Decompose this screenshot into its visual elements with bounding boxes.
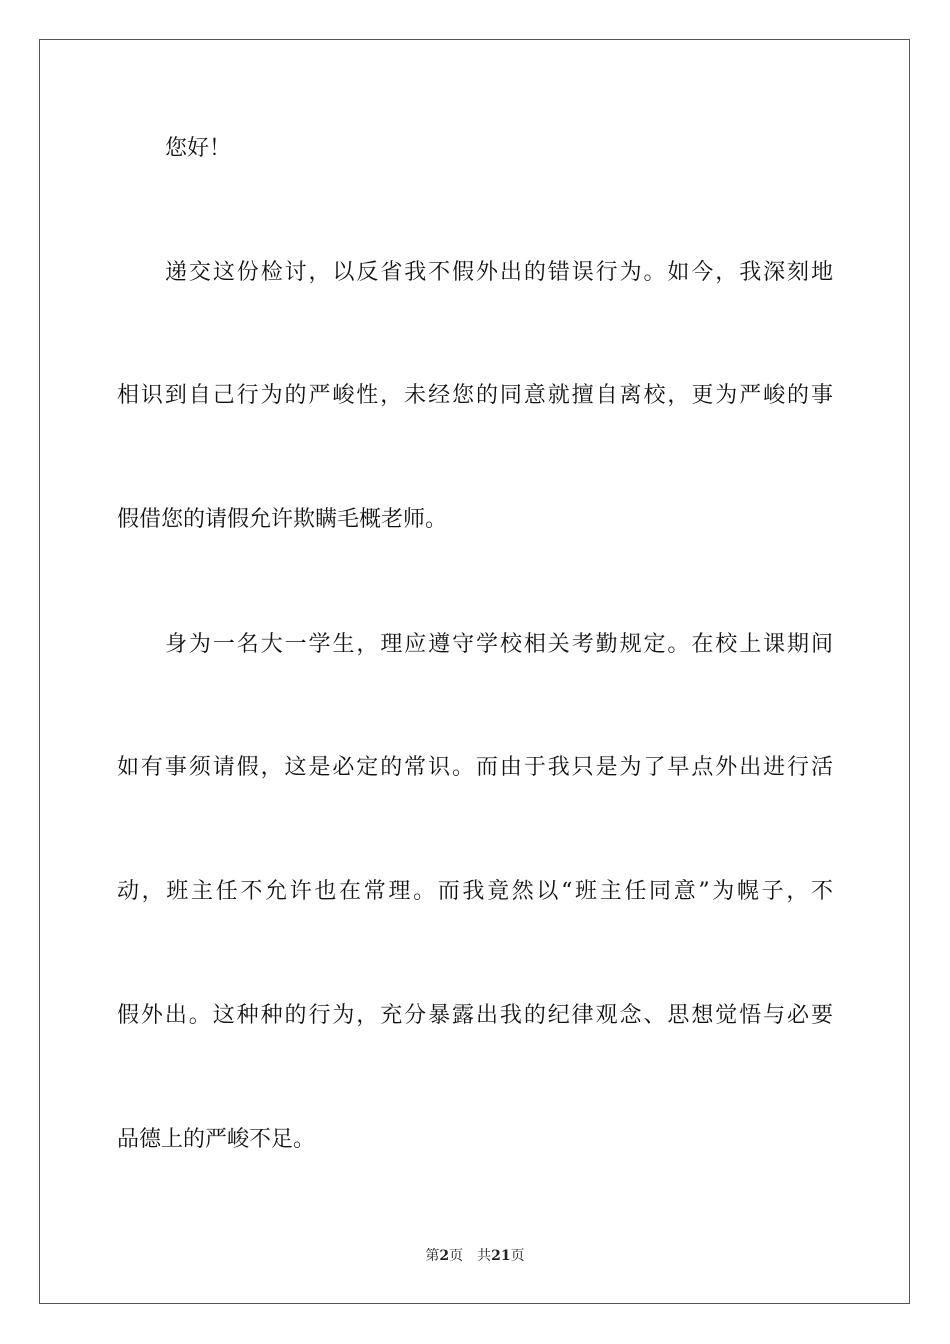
current-page-number: 2 (439, 1248, 450, 1264)
page-prefix: 第 (425, 1248, 440, 1264)
paragraph-2-line-3: 动，班主任不允许也在常理。而我竟然以“班主任同意”为幌子，不 (117, 879, 833, 904)
paragraph-1-line-3: 假借您的请假允许欺瞒毛概老师。 (117, 507, 448, 532)
page-number-footer (0, 1246, 950, 1266)
paragraph-1-line-1: 递交这份检讨，以反省我不假外出的错误行为。如今，我深刻地 (165, 260, 833, 285)
paragraph-2-line-4: 假外出。这种种的行为，充分暴露出我的纪律观念、思想觉悟与必要 (117, 1003, 833, 1028)
paragraph-2-line-2: 如有事须请假，这是必定的常识。而由于我只是为了早点外出进行活 (117, 755, 833, 780)
paragraph-2-line-1: 身为一名大一学生，理应遵守学校相关考勤规定。在校上课期间 (165, 632, 833, 657)
total-suffix: 页 (510, 1248, 525, 1264)
total-prefix: 共 (477, 1248, 492, 1264)
total-page-count: 21 (491, 1248, 511, 1264)
page-border (39, 39, 910, 1304)
greeting-line: 您好！ (165, 136, 232, 161)
paragraph-1-line-2: 相识到自己行为的严峻性，未经您的同意就擅自离校，更为严峻的事 (117, 383, 833, 408)
page-suffix: 页 (449, 1248, 464, 1264)
paragraph-2-line-5: 品德上的严峻不足。 (117, 1127, 316, 1152)
